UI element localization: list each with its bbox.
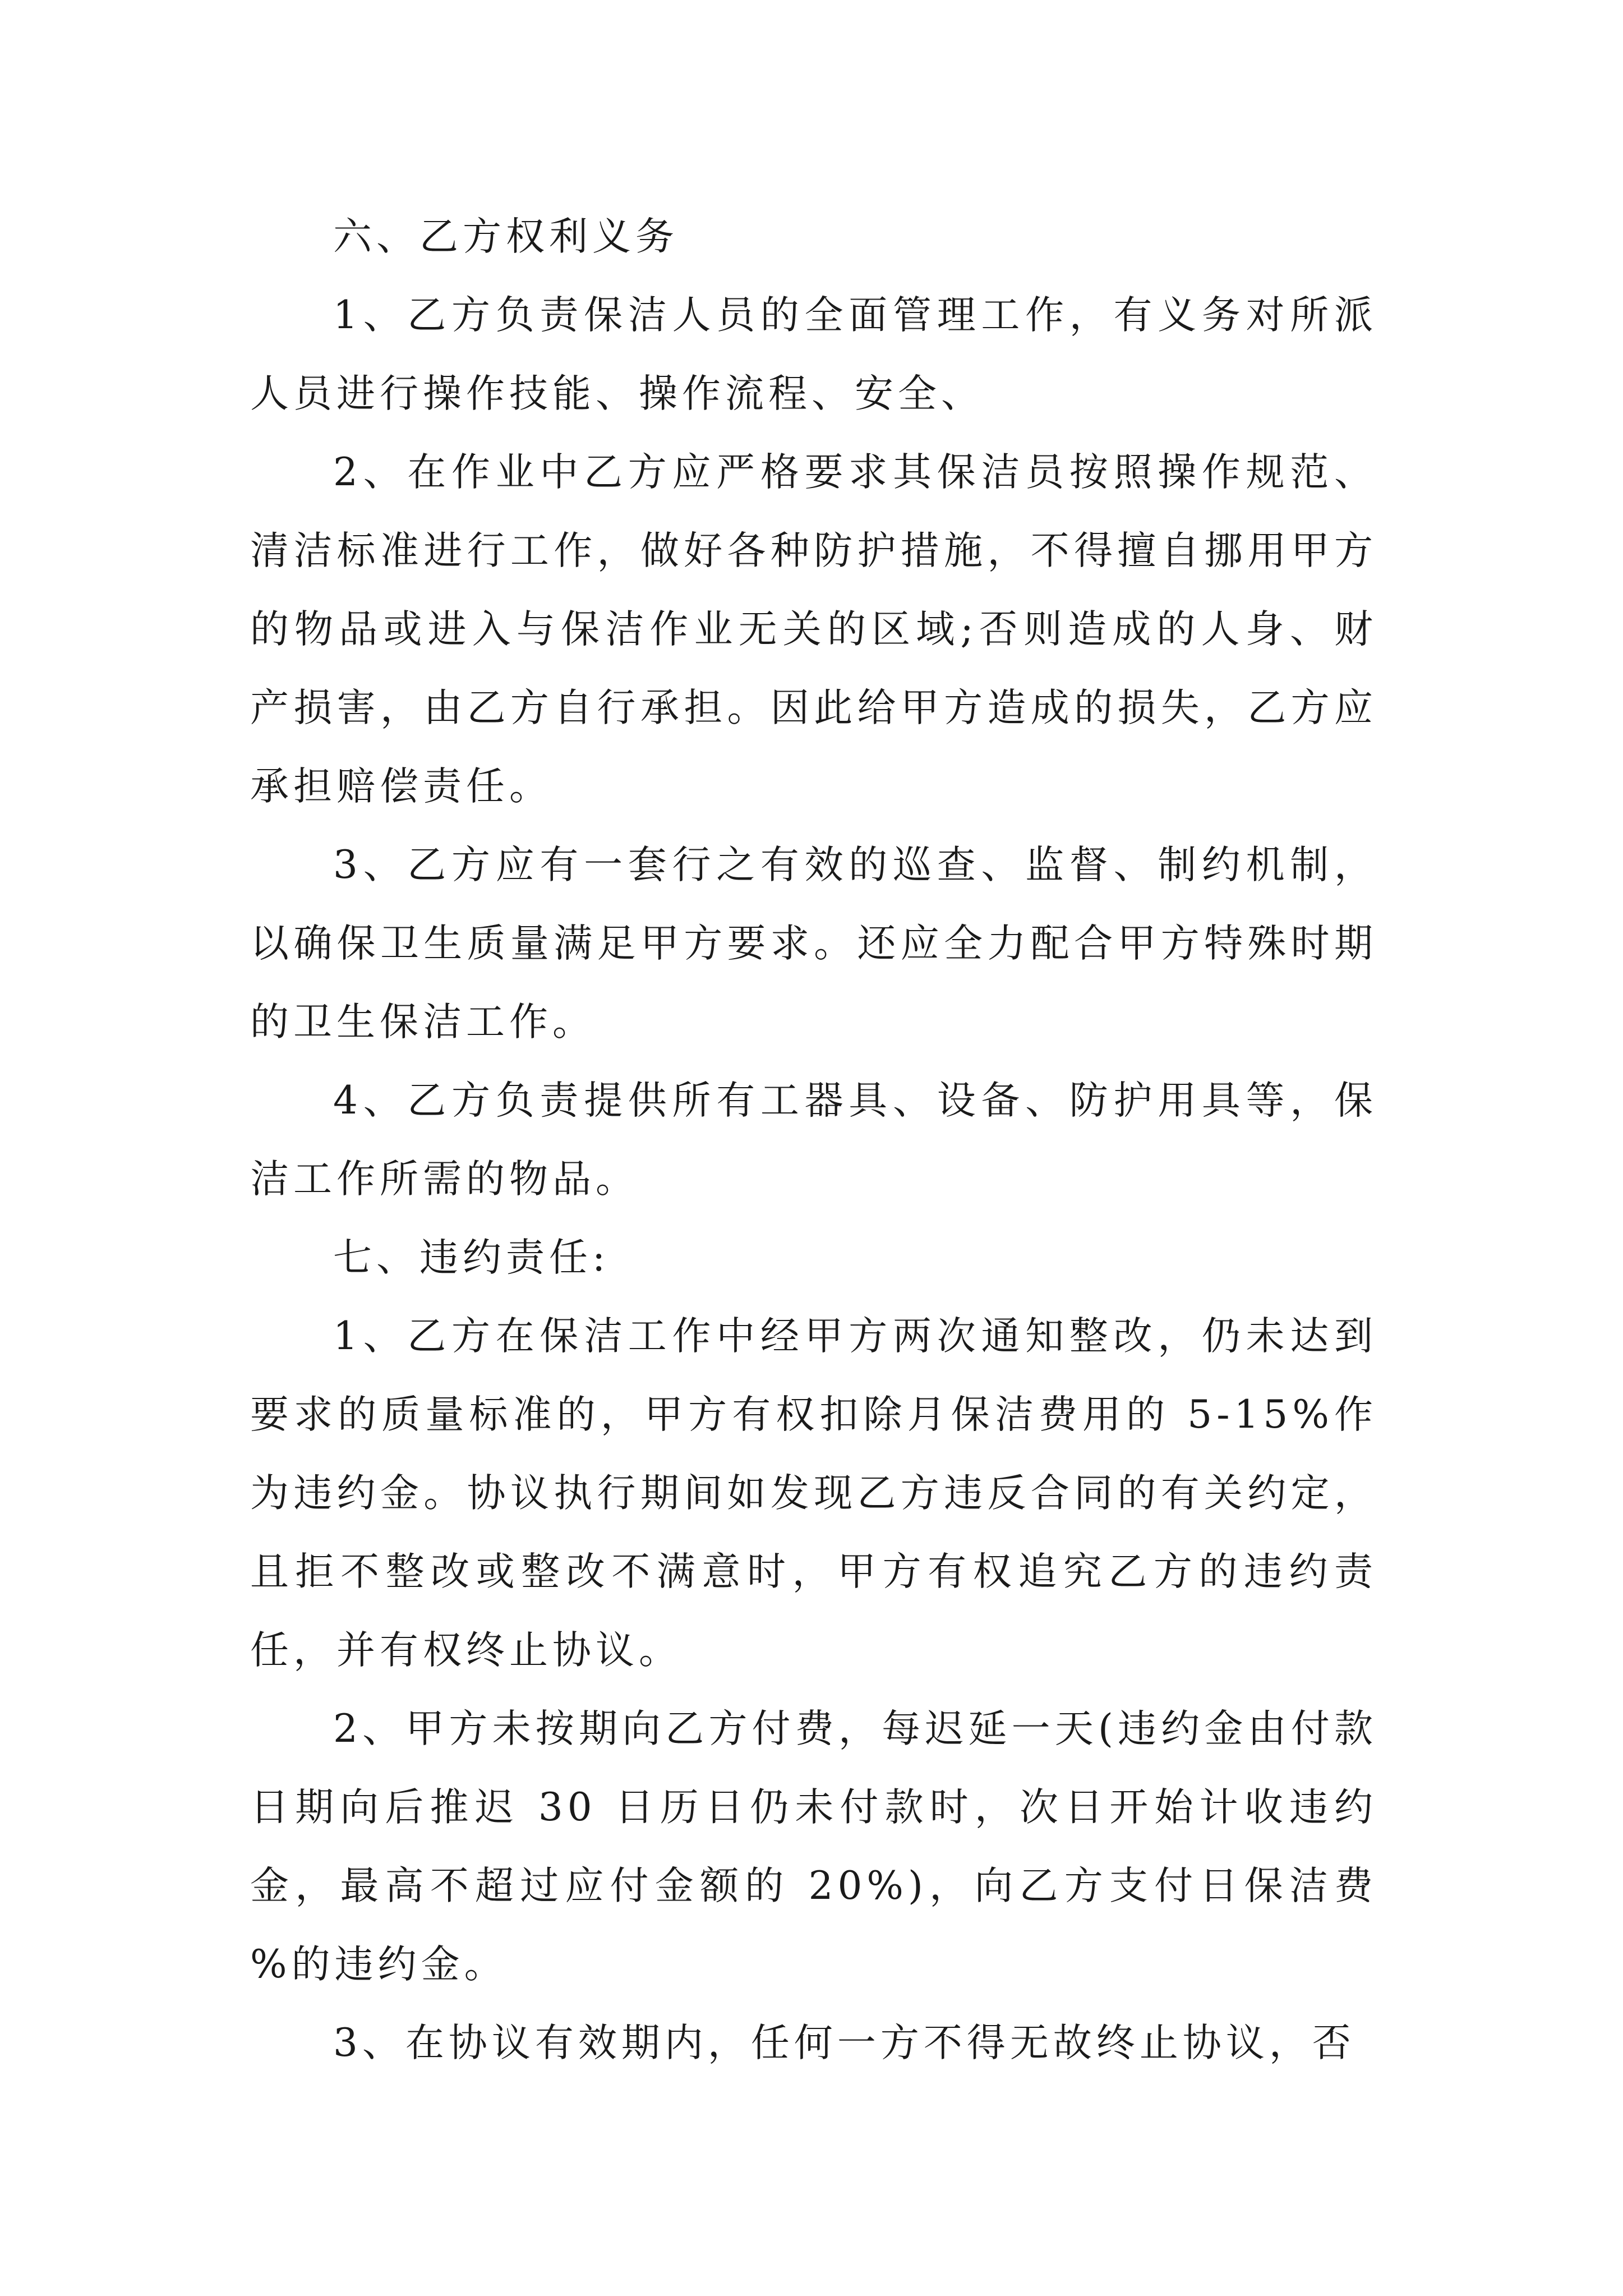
paragraph-inspection-mechanism: 3、乙方应有一套行之有效的巡查、监督、制约机制，以确保卫生质量满足甲方要求。还应全力配合甲方特殊时期的卫生保洁工作。 xyxy=(250,843,1377,1045)
paragraph-operation-standards: 2、在作业中乙方应严格要求其保洁员按照操作规范、清洁标准进行工作，做好各种防护措施，不得擅自挪用甲方的物品或进入与保洁作业无关的区域;否则造成的人身、财产损害，由乙方自行承担。因此给甲方造成的损失，乙方应承担赔偿责任。 xyxy=(250,450,1377,809)
paragraph-equipment: 4、乙方负责提供所有工器具、设备、防护用具等，保洁工作所需的物品。 xyxy=(250,1078,1377,1202)
section-heading-rights-obligations: 六、乙方权利义务 xyxy=(333,214,679,259)
document-body xyxy=(250,197,1377,2082)
section-heading-breach-liability: 七、违约责任: xyxy=(333,1235,610,1280)
paragraph-quality-penalty: 1、乙方在保洁工作中经甲方两次通知整改，仍未达到要求的质量标准的，甲方有权扣除月保洁费用的 5-15%作为违约金。协议执行期间如发现乙方违反合同的有关约定，且拒不整改或整改不满意时，甲方有权追究乙方的违约责任，并有权终止协议。 xyxy=(250,1314,1377,1673)
paragraph-termination: 3、在协议有效期内，任何一方不得无故终止协议，否 xyxy=(333,2021,1355,2065)
paragraph-late-payment: 2、甲方未按期向乙方付费，每迟延一天(违约金由付款日期向后推迟 30 日历日仍未付款时，次日开始计收违约金，最高不超过应付金额的 20%)，向乙方支付日保洁费 %的违约金。 xyxy=(250,1706,1377,1987)
paragraph-management: 1、乙方负责保洁人员的全面管理工作，有义务对所派人员进行操作技能、操作流程、安全、 xyxy=(250,293,1377,416)
